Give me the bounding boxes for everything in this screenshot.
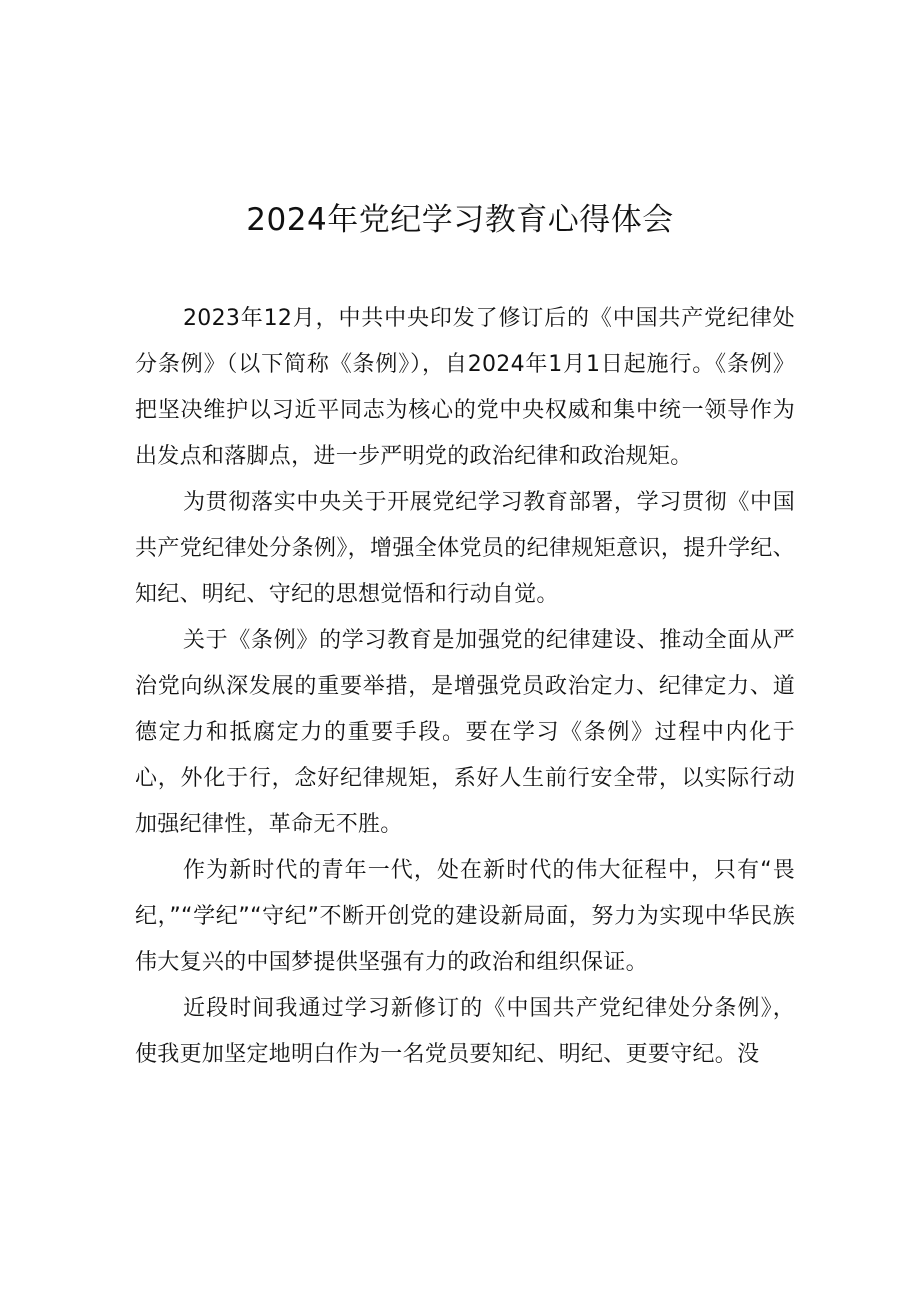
paragraph-1: 2023年12月，中共中央印发了修订后的《中国共产党纪律处分条例》（以下简称《条例》），自2024年1月1日起施行。《条例》把坚决维护以习近平同志为核心的党中央权威和集中统一领导作为出发点和落脚点，进一步严明党的政治纪律和政治规矩。 (135, 306, 795, 469)
paragraph-5: 近段时间我通过学习新修订的《中国共产党纪律处分条例》，使我更加坚定地明白作为一名党员要知纪、明纪、更要守纪。没 (135, 996, 795, 1067)
document-body (135, 296, 795, 1078)
document-title: 2024年党纪学习教育心得体会 (246, 202, 674, 238)
paragraph-2: 为贯彻落实中央关于开展党纪学习教育部署，学习贯彻《中国共产党纪律处分条例》，增强全体党员的纪律规矩意识，提升学纪、知纪、明纪、守纪的思想觉悟和行动自觉。 (135, 490, 795, 607)
paragraph-4: 作为新时代的青年一代，处在新时代的伟大征程中，只有“畏纪，”“学纪”“守纪”不断开创党的建设新局面，努力为实现中华民族伟大复兴的中国梦提供坚强有力的政治和组织保证。 (135, 858, 795, 975)
paragraph-3: 关于《条例》的学习教育是加强党的纪律建设、推动全面从严治党向纵深发展的重要举措，是增强党员政治定力、纪律定力、道德定力和抵腐定力的重要手段。要在学习《条例》过程中内化于心，外化于行，念好纪律规矩，系好人生前行安全带，以实际行动加强纪律性，革命无不胜。 (135, 628, 795, 837)
